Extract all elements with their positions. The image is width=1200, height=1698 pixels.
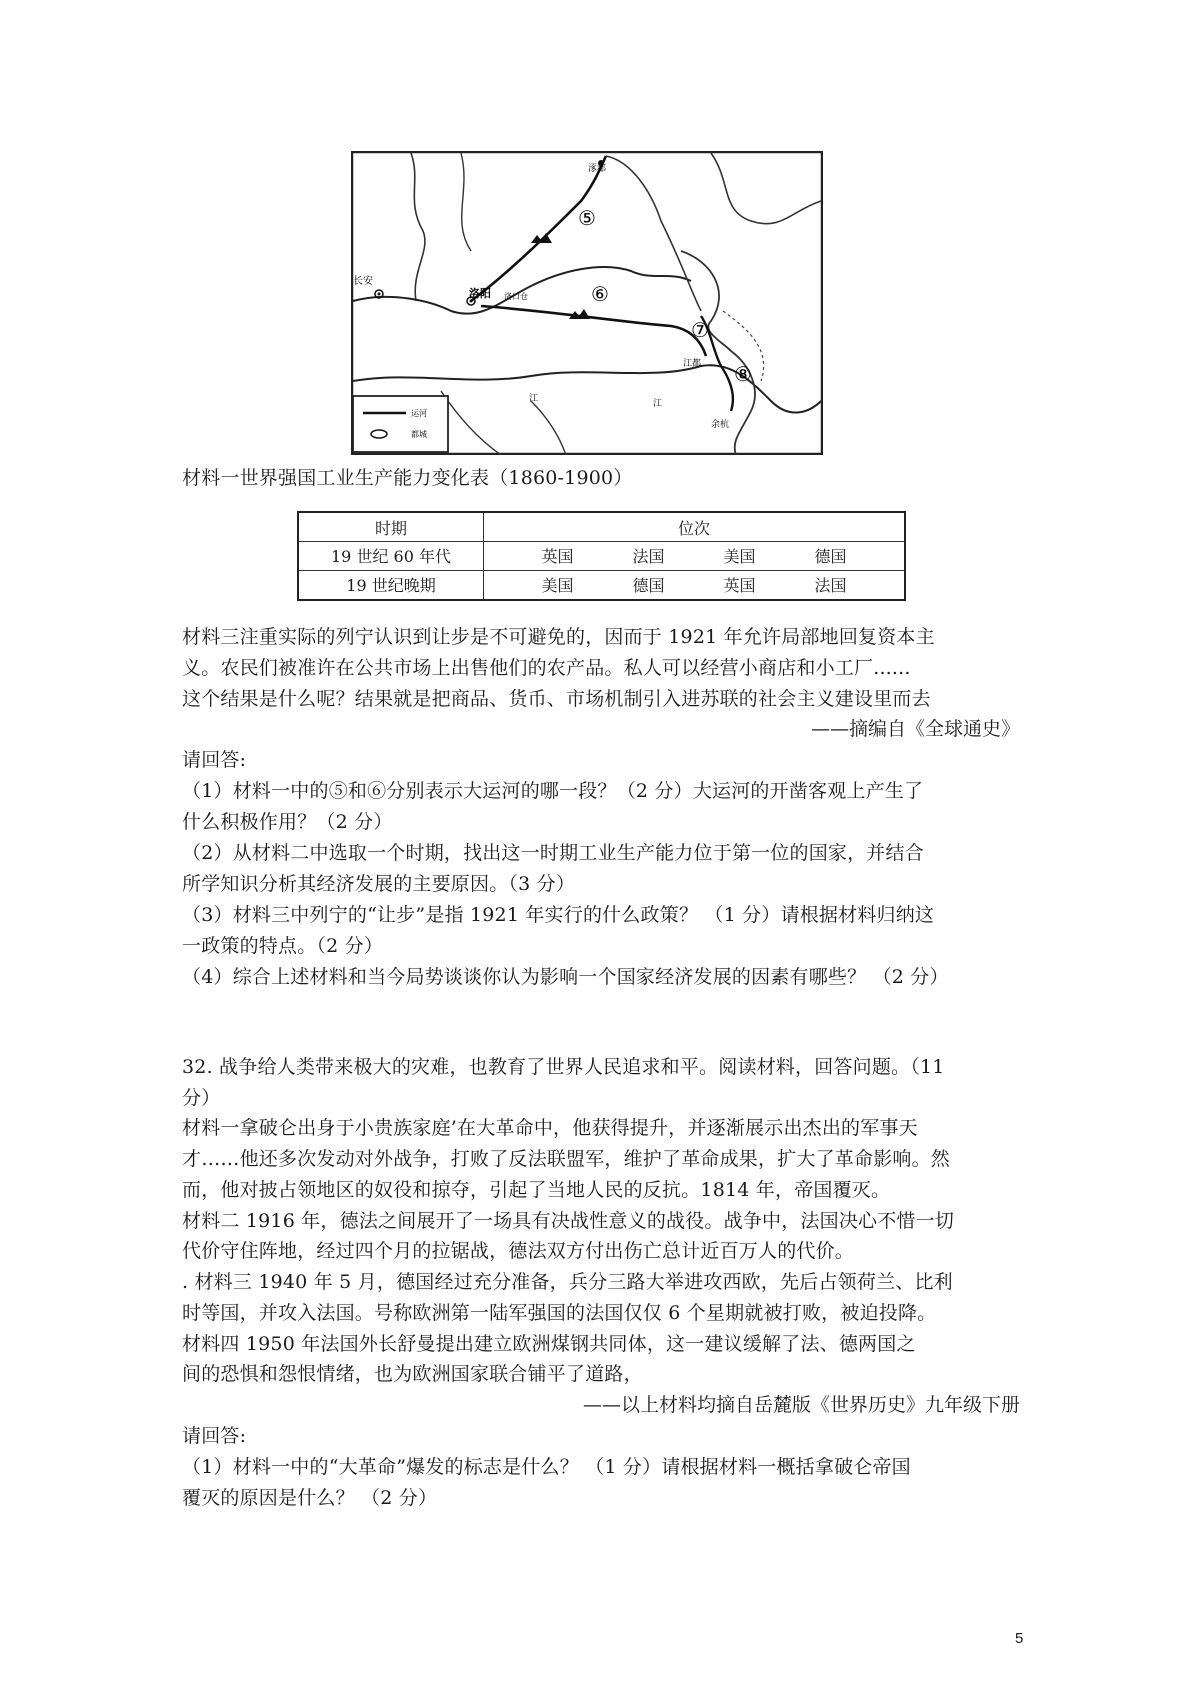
q31-item: （4）综合上述材料和当今局势谈谈你认为影响一个国家经济发展的因素有哪些？ （2 分） bbox=[182, 966, 949, 988]
material3-line: 这个结果是什么呢？结果就是把商品、货币、市场机制引入进苏联的社会主义建设里而去 bbox=[182, 688, 931, 710]
grand-canal-map bbox=[351, 151, 823, 455]
table-cell-rank: 美国 bbox=[723, 547, 756, 567]
table-header-rank: 位次 bbox=[484, 512, 906, 542]
q32-line: 而，他对披占领地区的奴役和掠夺，引起了当地人民的反抗。1814 年，帝国覆灭。 bbox=[182, 1179, 891, 1201]
q31-item: 一政策的特点。（2 分） bbox=[182, 935, 384, 957]
map-marker-6: ⑥ bbox=[591, 282, 609, 306]
q32-line: 材料二 1916 年，德法之间展开了一场具有决战性意义的战役。战争中，法国决心不惜一切 bbox=[182, 1210, 955, 1232]
q32-item: （1）材料一中的“大革命”爆发的标志是什么？ （1 分）请根据材料一概括拿破仑帝国 bbox=[182, 1456, 911, 1478]
material3-line: 义。农民们被准许在公共市场上出售他们的农产品。私人可以经营小商店和小工厂...... bbox=[182, 657, 911, 679]
q31-item: （2）从材料二中选取一个时期，找出这一时期工业生产能力位于第一位的国家，并结合 bbox=[182, 842, 924, 864]
q32-line: 材料四 1950 年法国外长舒曼提出建立欧洲煤钢共同体，这一建议缓解了法、德两国之 bbox=[182, 1333, 916, 1355]
page-number: 5 bbox=[1015, 1630, 1024, 1647]
map-label-zhuojun: 涿郡 bbox=[588, 164, 607, 174]
table-cell-rank: 德国 bbox=[632, 576, 665, 596]
q32-line: 材料一拿破仑出身于小贵族家庭’在大革命中，他获得提升，并逐渐展示出杰出的军事天 bbox=[182, 1117, 918, 1139]
q32-line: 分） bbox=[182, 1087, 221, 1109]
map-label-yuhang: 余杭 bbox=[711, 420, 730, 430]
material3-line: 材料三注重实际的列宁认识到让步是不可避免的，因而于 1921 年允许局部地回复资本主 bbox=[182, 626, 935, 648]
table-cell-rank: 法国 bbox=[814, 576, 847, 596]
map-label-changan: 长安 bbox=[353, 276, 373, 287]
q32-line: 32. 战争给人类带来极大的灾难，也教育了世界人民追求和平。阅读材料，回答问题。（11 bbox=[182, 1056, 945, 1078]
table-row bbox=[298, 570, 905, 600]
q32-line: 时等国，并攻入法国。号称欧洲第一陆军强国的法国仅仅 6 个星期就被打败，被迫投降。 bbox=[182, 1302, 937, 1324]
q32-line: 才……他还多次发动对外战争，打败了反法联盟军，维护了革命成果，扩大了革命影响。然 bbox=[182, 1148, 951, 1170]
q32-line: 间的恐惧和怨恨情绪，也为欧洲国家联合铺平了道路， bbox=[182, 1363, 643, 1385]
map-label-luoyang: 洛阳 bbox=[469, 287, 491, 300]
table-cell-rank: 英国 bbox=[541, 547, 574, 567]
table-header-period: 时期 bbox=[298, 512, 484, 542]
map-marker-7: ⑦ bbox=[691, 318, 709, 342]
table-cell-rank: 美国 bbox=[541, 576, 574, 596]
q32-item: 覆灭的原因是什么？ （2 分） bbox=[182, 1487, 438, 1509]
map-legend-canal: 运河 bbox=[411, 409, 427, 418]
industry-table bbox=[297, 511, 906, 601]
q31-item: 所学知识分析其经济发展的主要原因。（3 分） bbox=[182, 873, 576, 895]
map-label-luokoucang: 洛口仓 bbox=[504, 292, 528, 301]
q31-item: 什么积极作用？（2 分） bbox=[182, 811, 393, 833]
map-marker-5: ⑤ bbox=[578, 206, 596, 230]
q31-item: （3）材料三中列宁的“让步”是指 1921 年实行的什么政策？ （1 分）请根据材料归纳这 bbox=[182, 904, 935, 926]
q32-line: 代价守住阵地，经过四个月的拉锯战，德法双方付出伤亡总计近百万人的代价。 bbox=[182, 1240, 855, 1262]
map-label-jiang-1: 江 bbox=[529, 394, 539, 404]
map-legend-capital: 都城 bbox=[411, 430, 427, 439]
table-cell-rank: 德国 bbox=[814, 547, 847, 567]
map-marker-8: ⑧ bbox=[734, 362, 752, 386]
table-cell-rank: 法国 bbox=[632, 547, 665, 567]
material1-caption: 材料一世界强国工业生产能力变化表（1860-1900） bbox=[182, 467, 633, 489]
material3-source: ——摘编自《全球通史》 bbox=[810, 718, 1020, 740]
q31-prompt: 请回答: bbox=[182, 749, 247, 771]
q32-source: ——以上材料均摘自岳麓版《世界历史》九年级下册 bbox=[582, 1394, 1020, 1416]
q32-line: . 材料三 1940 年 5 月，德国经过充分准备，兵分三路大举进攻西欧，先后占领荷兰、比利 bbox=[182, 1271, 953, 1293]
map-label-jiangdu: 江都 bbox=[683, 359, 702, 369]
table-cell-period: 19 世纪 60 年代 bbox=[298, 542, 484, 571]
q32-prompt: 请回答: bbox=[182, 1425, 247, 1447]
table-row bbox=[298, 542, 905, 571]
table-cell-rank: 英国 bbox=[723, 576, 756, 596]
map-label-jiang-2: 江 bbox=[653, 399, 663, 409]
q31-item: （1）材料一中的⑤和⑥分别表示大运河的哪一段？（2 分）大运河的开凿客观上产生了 bbox=[182, 780, 924, 802]
table-cell-period: 19 世纪晚期 bbox=[298, 570, 484, 600]
